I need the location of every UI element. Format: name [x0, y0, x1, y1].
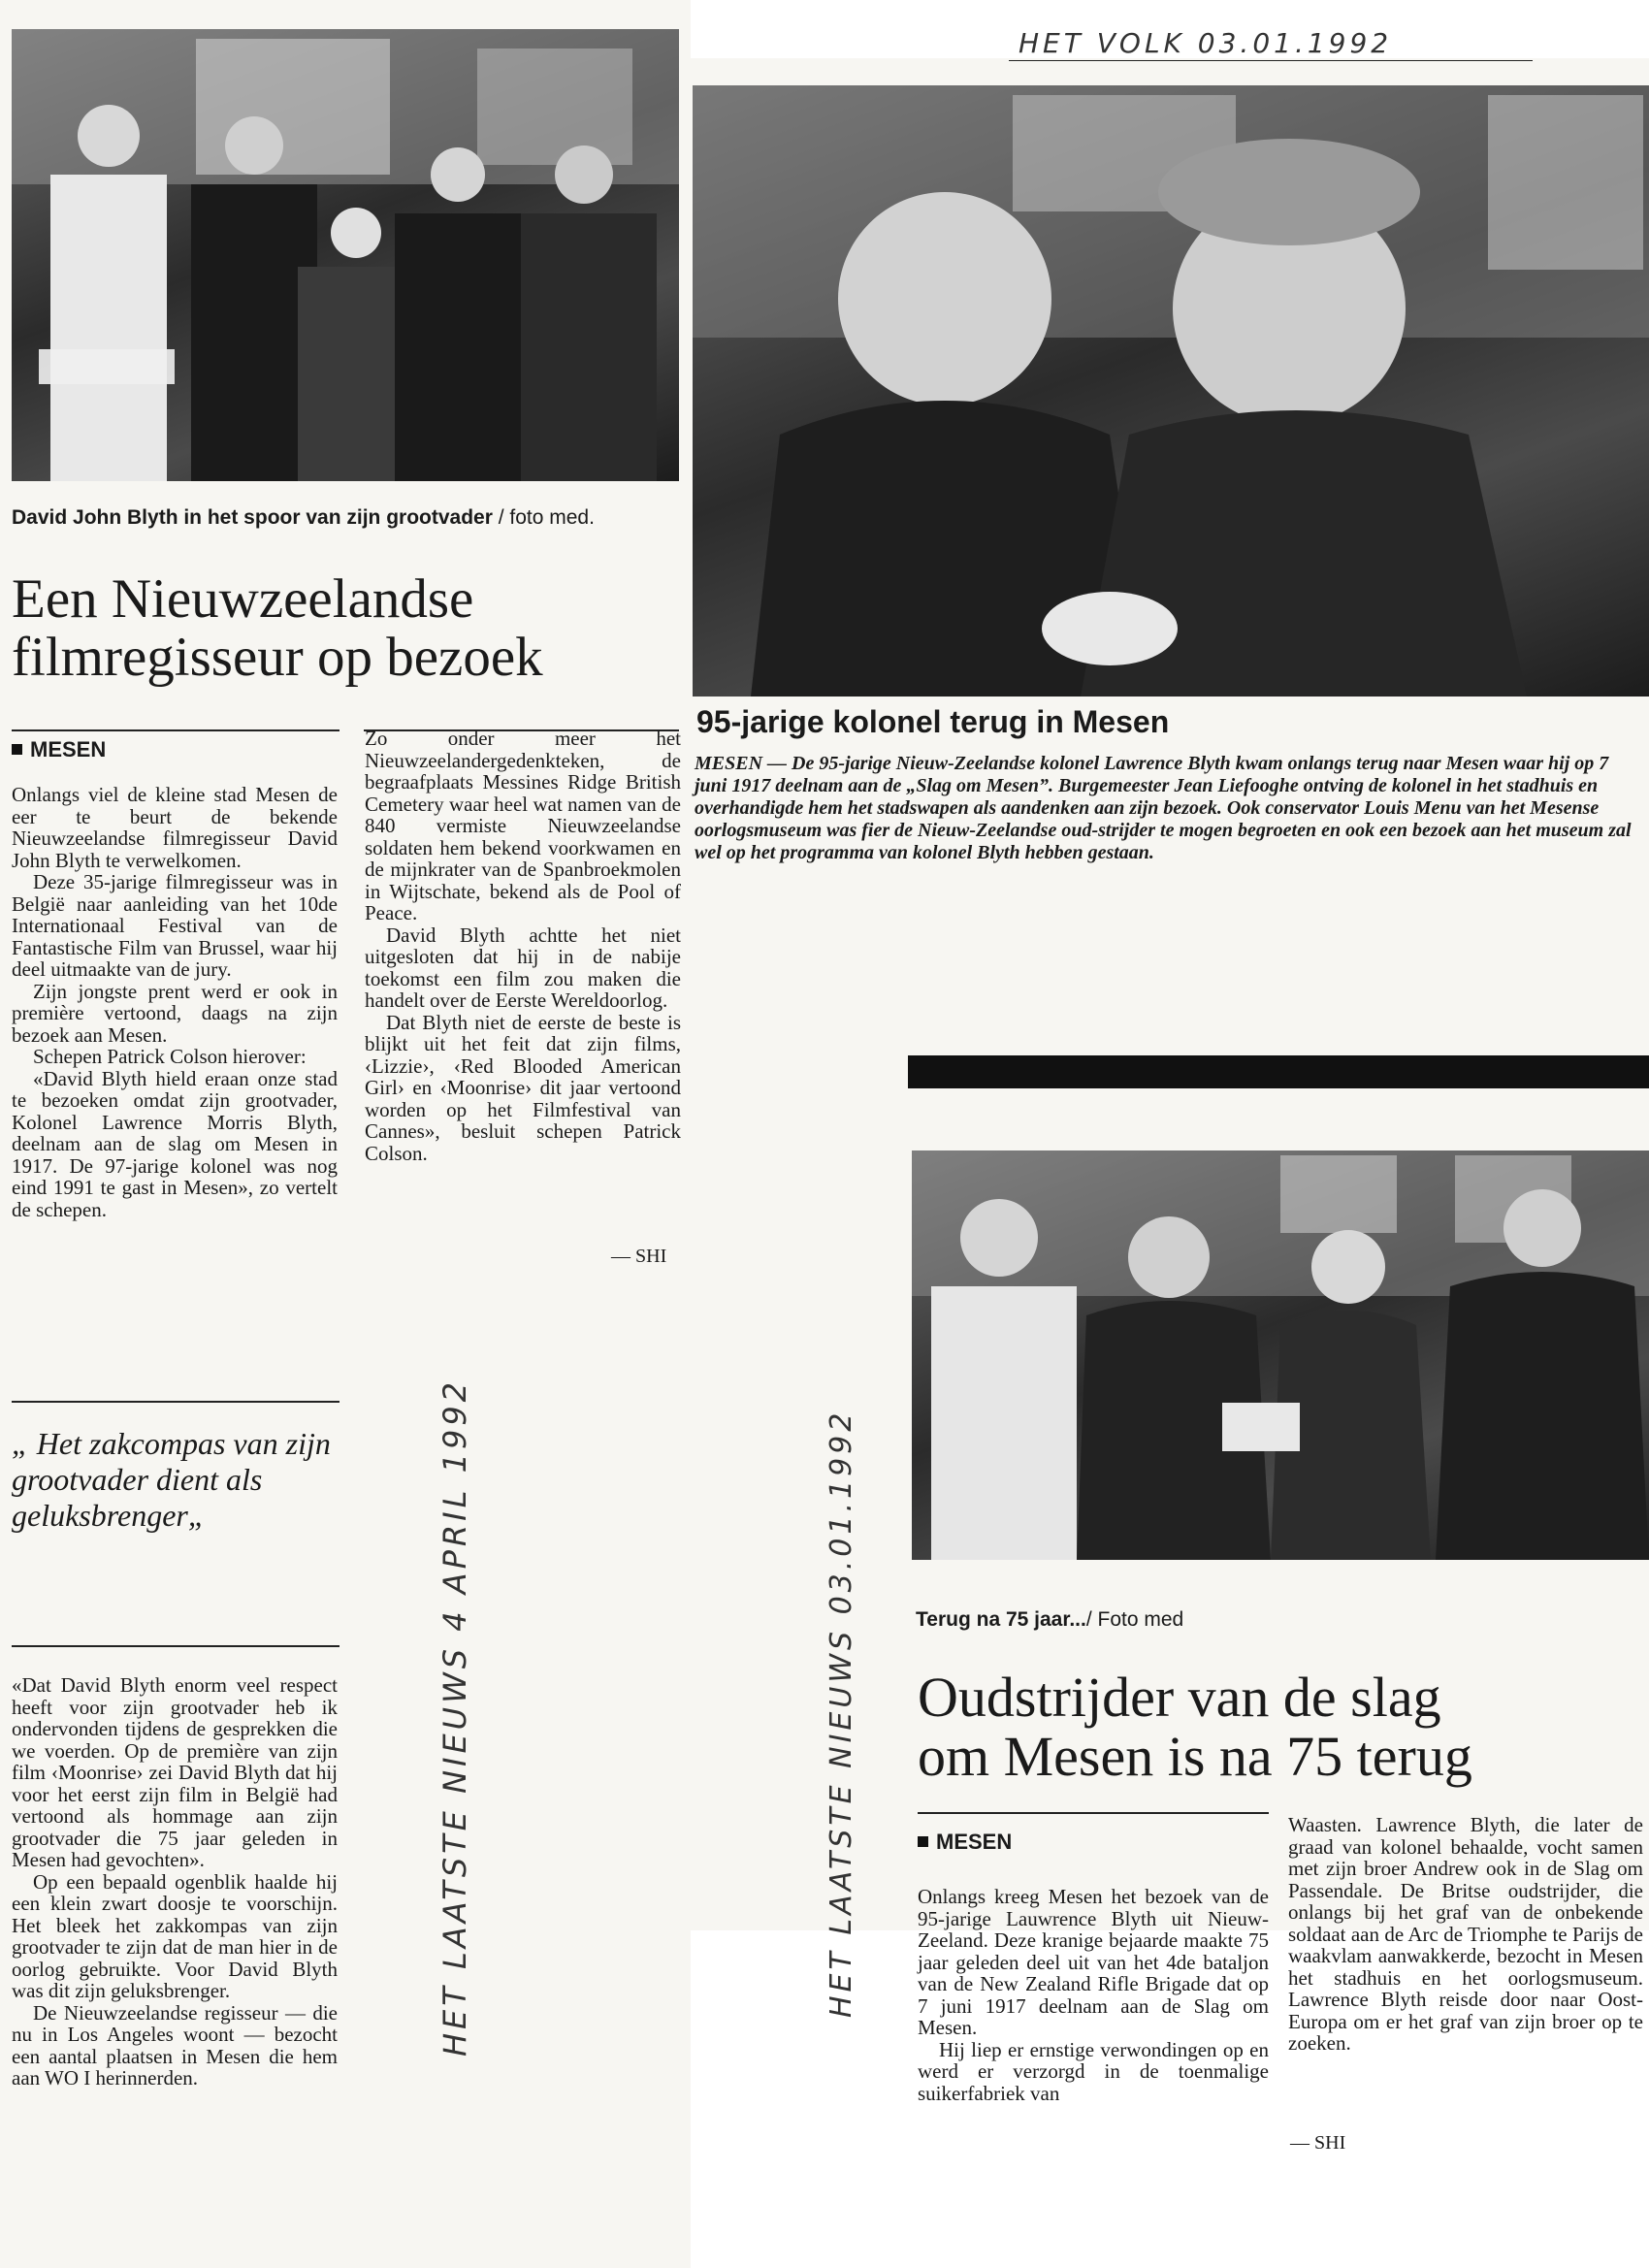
paragraph: Onlangs viel de kleine stad Mesen de eer te beurt de bekende Nieuwzeelandse filmregisseur David John Blyth te verwelkomen.	[12, 783, 338, 872]
divider	[12, 729, 340, 731]
kicker-text: MESEN	[30, 737, 107, 761]
group-photo-five-people	[12, 29, 679, 481]
paragraph: Schepen Patrick Colson hierover:	[33, 1045, 307, 1068]
handwritten-note: HET LAATSTE NIEUWS 03.01.1992	[824, 1409, 858, 2018]
divider	[12, 1401, 340, 1403]
paragraph: Dat Blyth niet de eerste de beste is blijkt uit het feit dat zijn films, ‹Lizzie›, ‹Red Blooded American Girl› en ‹Moonrise› dit jaar vertoond worden op het Filmfestival van Cannes», besluit schepen Patrick Colson.	[365, 1010, 681, 1165]
author-signature: — SHI	[611, 1246, 667, 1267]
photo-credit: / foto med.	[492, 506, 595, 529]
article-column-2	[1288, 1814, 1643, 2055]
square-bullet-icon	[12, 744, 22, 755]
black-bar	[908, 1055, 1649, 1088]
headline-line-1: Een Nieuwzeelandse	[12, 568, 474, 630]
location-kicker	[12, 737, 106, 762]
paragraph: Zijn jongste prent werd er ook in première vertoond, daags na zijn bezoek aan Mesen.	[12, 979, 338, 1047]
paragraph: Zo onder meer het Nieuwzeelandergedenkteken, de begraafplaats Messines Ridge British Cemetery waar heel wat namen van de 840 vermiste Nieuwzeelandse soldaten hem bekend voorkwamen en de mijnkrater van de Spanbroekmolen in Wijtschate, bekend als de Pool of Peace.	[365, 727, 681, 924]
kicker-text: MESEN	[936, 1830, 1013, 1854]
paragraph: David Blyth achtte het niet uitgesloten dat hij in de nabije toekomst een film zou maken die handelt over de Eerste Wereldoorlog.	[365, 923, 681, 1012]
paragraph: «David Blyth hield eraan onze stad te bezoeken omdat zijn grootvader, Kolonel Lawrence Morris Blyth, deelnam aan de slag om Mesen in 1917. De 97-jarige kolonel was nog eind 1991 te gast in Mesen», zo vertelt de schepen.	[12, 1066, 338, 1221]
article-body	[12, 1674, 338, 2090]
paragraph: De Nieuwzeelandse regisseur — die nu in Los Angeles woont — bezocht een aantal plaatsen in Mesen die hem aan WO I herinnerden.	[12, 2000, 338, 2090]
article-column-1	[12, 784, 338, 1220]
photo-four-men	[912, 1150, 1649, 1560]
paragraph: Deze 35-jarige filmregisseur was in België naar aanleiding van het 10de Internationaal Festival van de Fantastische Film van Brussel, waar hij deel uitmaakte van de jury.	[12, 870, 338, 981]
photo-credit: / Foto med	[1085, 1608, 1184, 1631]
divider	[918, 1812, 1269, 1814]
paragraph: Waasten. Lawrence Blyth, die later de graad van kolonel behaalde, vocht samen met zijn broer Andrew ook in de Slag om Passendale. De Britse oudstrijder, die onlangs bij het graf van de onbekende soldaat aan de Arc de Triomphe te Parijs de waakvlam aanwakkerde, bezocht in Mesen het stadhuis en het oorlogsmuseum. Lawrence Blyth reisde door naar Oost-Europa om er het graf van zijn broer op te zoeken.	[1288, 1813, 1643, 2055]
pull-quote: „ Het zakcompas van zijn grootvader dient als geluksbrenger„	[12, 1426, 331, 1533]
photo-caption	[916, 1608, 1183, 1632]
location-kicker	[918, 1830, 1012, 1855]
article-headline	[12, 570, 681, 687]
paragraph: Onlangs kreeg Mesen het bezoek van de 95-jarige Lauwrence Blyth uit Nieuw-Zeeland. Deze kranige bejaarde maakte 75 jaar geleden deel uit van het 4de bataljon van de New Zealand Rifle Brigade dat op 7 juni 1917 deelnam aan de Slag om Mesen.	[918, 1885, 1269, 2039]
photo-caption-title: Terug na 75 jaar...	[916, 1608, 1086, 1631]
divider	[1009, 60, 1533, 61]
article-headline: 95-jarige kolonel terug in Mesen	[696, 704, 1170, 739]
handwritten-date: HET VOLK 03.01.1992	[1018, 27, 1393, 59]
square-bullet-icon	[918, 1836, 928, 1847]
article-lead: MESEN — De 95-jarige Nieuw-Zeelandse kolonel Lawrence Blyth kwam onlangs terug naar Mesen waar hij op 7 juni 1917 deelnam aan de „Slag om Mesen”. Burgemeester Jean Liefooghe ontving de kolonel in het stadhuis en overhandigde hem het stadswapen als aandenken aan zijn bezoek. Ook conservator Louis Menu van het Mesense oorlogsmuseum was fier de Nieuw-Zeelandse oud-strijder te mogen begroeten en ook een bezoek aan het museum zal wel op het programma van kolonel Blyth hebben gestaan.	[695, 753, 1632, 863]
divider	[12, 1645, 340, 1647]
paragraph: Hij liep er ernstige verwondingen op en werd er verzorgd in de toenmalige suikerfabriek van	[918, 2037, 1269, 2105]
photo-two-men-with-plaque	[693, 85, 1649, 697]
photo-caption-title: David John Blyth in het spoor van zijn grootvader	[12, 506, 493, 529]
paragraph: Op een bepaald ogenblik haalde hij een klein zwart doosje te voorschijn. Het bleek het zakkompas van zijn grootvader te zijn dat de man hier in de oorlog gebruikte. Voor David Blyth was dit zijn geluksbrenger.	[12, 1869, 338, 2002]
author-signature: — SHI	[1290, 2132, 1346, 2154]
article-headline	[918, 1666, 1649, 1788]
headline-line-2: filmregisseur op bezoek	[12, 626, 543, 688]
article-column-2	[365, 728, 681, 1164]
paragraph: «Dat David Blyth enorm veel respect heeft voor zijn grootvader heb ik ondervonden tijdens de gesprekken die we voerden. Op de première van zijn film ‹Moonrise› zei David Blyth dat hij voor het eerst zijn film in België had vertoond als hommage aan zijn grootvader die 75 jaar geleden in Mesen had gevochten».	[12, 1673, 338, 1871]
article-column-1	[918, 1886, 1269, 2104]
headline-line-1: Oudstrijder van de slag	[918, 1666, 1441, 1729]
handwritten-note: HET LAATSTE NIEUWS 4 APRIL 1992	[436, 1377, 473, 2057]
headline-line-2: om Mesen is na 75 terug	[918, 1724, 1472, 1788]
photo-caption	[12, 506, 681, 530]
